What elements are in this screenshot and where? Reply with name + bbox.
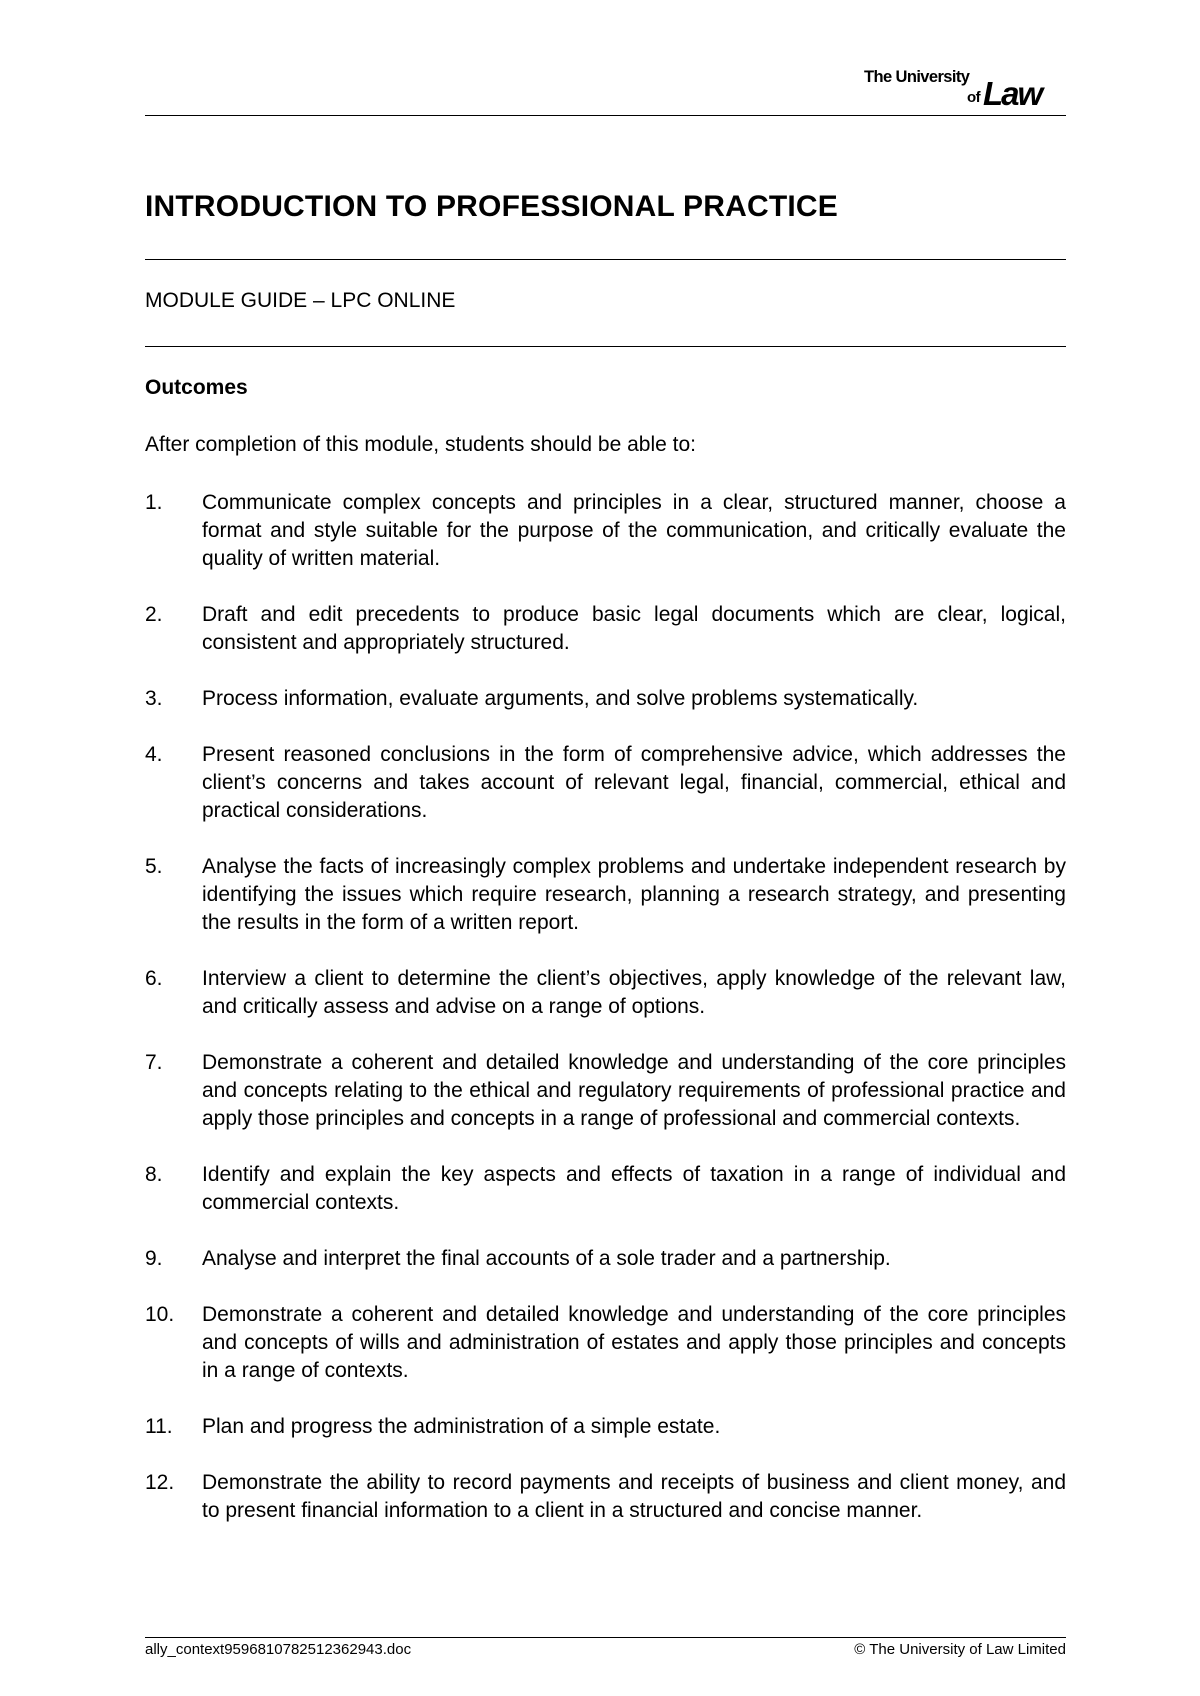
outcome-number: 7. bbox=[145, 1051, 163, 1074]
outcome-item-1 bbox=[145, 489, 1066, 573]
outcome-item-4 bbox=[145, 741, 1066, 825]
outcome-text: Demonstrate a coherent and detailed knowledge and understanding of the core principles and concepts of wills and administration of estates and apply those principles and concepts in a range of contexts. bbox=[202, 1303, 1066, 1382]
outcome-number: 12. bbox=[145, 1471, 175, 1494]
document-title: INTRODUCTION TO PROFESSIONAL PRACTICE bbox=[145, 190, 838, 223]
footer-copyright: © The University of Law Limited bbox=[854, 1641, 1066, 1658]
outcome-item-8 bbox=[145, 1161, 1066, 1217]
outcome-number: 10. bbox=[145, 1303, 175, 1326]
outcome-text: Demonstrate the ability to record payments and receipts of business and client money, and to present financial information to a client in a structured and concise manner. bbox=[202, 1471, 1066, 1522]
outcome-number: 2. bbox=[145, 603, 163, 626]
outcome-number: 9. bbox=[145, 1247, 163, 1270]
logo-of: of bbox=[967, 89, 980, 106]
outcome-text: Demonstrate a coherent and detailed knowledge and understanding of the core principles and concepts relating to the ethical and regulatory requirements of professional practice and apply those principles and concepts in a range of professional and commercial contexts. bbox=[202, 1051, 1066, 1130]
section-heading-outcomes: Outcomes bbox=[145, 376, 248, 399]
header-rule bbox=[145, 115, 1066, 116]
outcome-text: Present reasoned conclusions in the form of comprehensive advice, which addresses the client’s concerns and takes account of relevant legal, financial, commercial, ethical and practical considerations. bbox=[202, 743, 1066, 822]
logo-line1: The University bbox=[864, 68, 970, 86]
outcome-item-3 bbox=[145, 685, 1066, 713]
outcome-text: Draft and edit precedents to produce basic legal documents which are clear, logical, consistent and appropriately structured. bbox=[202, 603, 1066, 654]
outcome-text: Plan and progress the administration of a simple estate. bbox=[202, 1415, 721, 1438]
outcome-item-6 bbox=[145, 965, 1066, 1021]
outcome-text: Interview a client to determine the client’s objectives, apply knowledge of the relevant law, and critically assess and advise on a range of options. bbox=[202, 967, 1066, 1018]
outcome-text: Analyse and interpret the final accounts of a sole trader and a partnership. bbox=[202, 1247, 891, 1270]
outcome-item-5 bbox=[145, 853, 1066, 937]
outcome-number: 11. bbox=[145, 1415, 173, 1438]
outcome-item-9 bbox=[145, 1245, 1066, 1273]
outcome-item-12 bbox=[145, 1469, 1066, 1525]
subtitle-rule bbox=[145, 346, 1066, 347]
outcome-item-2 bbox=[145, 601, 1066, 657]
outcome-text: Communicate complex concepts and principles in a clear, structured manner, choose a format and style suitable for the purpose of the communication, and critically evaluate the quality of written material. bbox=[202, 491, 1066, 570]
document-subtitle: MODULE GUIDE – LPC ONLINE bbox=[145, 289, 456, 312]
logo-law: Law bbox=[983, 75, 1042, 107]
outcomes-intro: After completion of this module, students should be able to: bbox=[145, 433, 696, 456]
outcome-item-7 bbox=[145, 1049, 1066, 1133]
footer-rule bbox=[145, 1637, 1066, 1638]
outcome-number: 8. bbox=[145, 1163, 163, 1186]
title-rule bbox=[145, 259, 1066, 260]
outcome-number: 6. bbox=[145, 967, 163, 990]
outcome-number: 5. bbox=[145, 855, 163, 878]
outcome-text: Process information, evaluate arguments, and solve problems systematically. bbox=[202, 687, 919, 710]
outcome-text: Analyse the facts of increasingly complex problems and undertake independent research by identifying the issues which require research, planning a research strategy, and presenting the results in the form of a written report. bbox=[202, 855, 1066, 934]
outcome-number: 1. bbox=[145, 491, 163, 514]
outcome-item-11 bbox=[145, 1413, 1066, 1441]
outcome-item-10 bbox=[145, 1301, 1066, 1385]
university-of-law-logo bbox=[864, 67, 1070, 107]
outcome-text: Identify and explain the key aspects and effects of taxation in a range of individual and commercial contexts. bbox=[202, 1163, 1066, 1214]
outcome-number: 3. bbox=[145, 687, 163, 710]
outcomes-list bbox=[145, 489, 1066, 1553]
outcome-number: 4. bbox=[145, 743, 163, 766]
footer-filename: ally_context9596810782512362943.doc bbox=[145, 1641, 412, 1658]
